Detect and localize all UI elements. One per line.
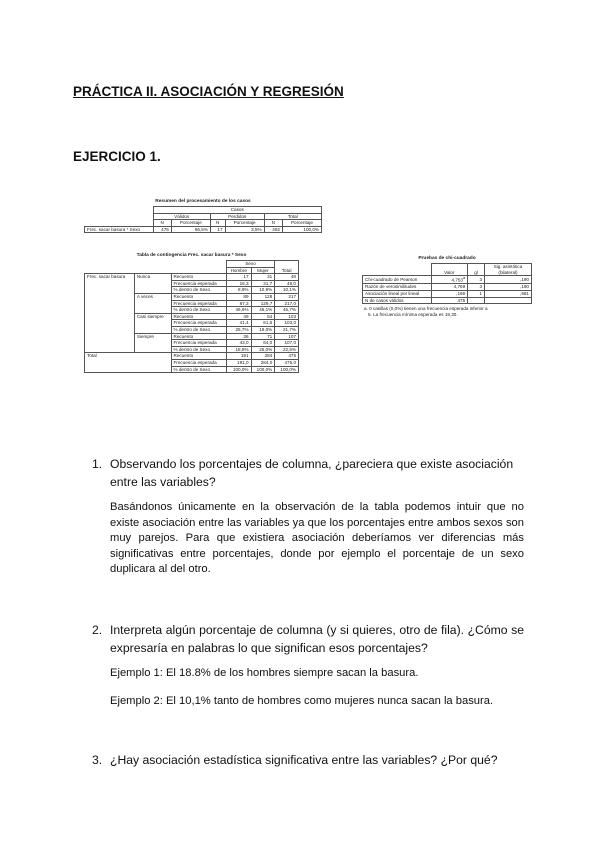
chi-sig-cell: ,681 xyxy=(485,290,532,297)
table-cell: 45,7% xyxy=(275,307,299,314)
category-label: Total xyxy=(85,353,172,373)
stat-label: % dentro de Sexo xyxy=(171,366,226,373)
chi-value-cell xyxy=(431,284,468,291)
table-cell: 61,6 xyxy=(251,320,275,327)
table-cell: 129,7 xyxy=(251,300,275,307)
chi-value: ,169 xyxy=(456,290,466,296)
example-1: Ejemplo 1: El 18.8% de los hombres siempre sacan la basura. xyxy=(110,667,419,679)
question-2 xyxy=(0,621,600,661)
summary-col-header: N xyxy=(264,220,282,227)
table-cell: 41,4 xyxy=(226,320,251,327)
question-number: 3. xyxy=(92,753,103,767)
question-text: Observando los porcentajes de columna, ¿pareciera que existe asociación entre las variables? xyxy=(110,457,514,489)
chi-col-header: gl xyxy=(468,264,485,276)
chi-sig-cell: ,190 xyxy=(485,284,532,291)
summary-cell: 100,0% xyxy=(282,226,321,233)
table-cell: 8,9% xyxy=(226,287,251,294)
contingency-group-header: Sexo xyxy=(226,261,274,268)
summary-cell: 492 xyxy=(264,226,282,233)
summary-subheader: Total xyxy=(264,213,321,220)
stat-label: Recuento xyxy=(171,333,226,340)
exercise-heading: EJERCICIO 1. xyxy=(73,149,161,164)
stat-label: Recuento xyxy=(171,313,226,320)
stat-label: % dentro de Sexo xyxy=(171,287,226,294)
table-cell: 191,0 xyxy=(226,359,251,366)
summary-subheader: Válidos xyxy=(153,213,210,220)
chi-value: 475 xyxy=(457,297,466,303)
table-cell: 18,8% xyxy=(226,346,251,353)
table-cell: 87,3 xyxy=(226,300,251,307)
table-cell: 48 xyxy=(275,274,299,281)
chi-row-label: N de casos válidos xyxy=(363,297,432,304)
stat-label: Frecuencia esperada xyxy=(171,340,226,347)
table-cell: 64,0 xyxy=(251,340,275,347)
row-variable-label: Frec. sacar basura xyxy=(85,274,135,353)
summary-col-header: Porcentaje xyxy=(225,220,264,227)
table-row xyxy=(85,274,299,281)
stat-label: Frecuencia esperada xyxy=(171,300,226,307)
table-cell: 16,3 xyxy=(226,280,251,287)
summary-col-header: Porcentaje xyxy=(171,220,210,227)
contingency-col-header: Total xyxy=(275,261,299,274)
table-row xyxy=(363,290,532,297)
chi-gl-cell: 3 xyxy=(468,284,485,291)
table-cell: 36 xyxy=(226,333,251,340)
summary-cell: 3,5% xyxy=(225,226,264,233)
category-label: Nunca xyxy=(134,274,171,294)
chi-col-header: Valor xyxy=(431,264,468,276)
chi-value: 4,753 xyxy=(451,277,463,283)
table-cell: 21,7% xyxy=(275,326,299,333)
table-cell: 103 xyxy=(275,313,299,320)
question-number: 1. xyxy=(92,457,103,471)
stat-label: % dentro de Sexo xyxy=(171,307,226,314)
category-label: Casi siempre xyxy=(134,313,171,333)
table-cell: 25,7% xyxy=(226,326,251,333)
category-label: Siempre xyxy=(134,333,171,353)
chi-value-cell xyxy=(431,297,468,304)
table-row xyxy=(363,276,532,284)
table-cell: 10,1% xyxy=(275,287,299,294)
table-cell: 475 xyxy=(275,353,299,360)
table-cell: 31,7 xyxy=(251,280,275,287)
chi-value-cell xyxy=(431,290,468,297)
table-cell: 284,0 xyxy=(251,359,275,366)
chi-footnote: 5. La frecuencia mínima esperada es 19,30. xyxy=(368,311,458,317)
stat-label: % dentro de Sexo xyxy=(171,346,226,353)
summary-col-header: N xyxy=(153,220,171,227)
chi-table-caption: Pruebas de chi-cuadrado xyxy=(418,256,476,261)
table-cell: 10,9% xyxy=(251,287,275,294)
question-text: ¿Hay asociación estadística significativa entre las variables? ¿Por qué? xyxy=(110,753,498,767)
summary-col-header: N xyxy=(210,220,225,227)
chi-col-header: Sig. asintótica (bilateral) xyxy=(485,264,532,276)
example-2: Ejemplo 2: El 10,1% tanto de hombres como mujeres nunca sacan la basura. xyxy=(110,695,494,707)
table-cell: 217 xyxy=(275,293,299,300)
chi-gl-cell xyxy=(468,297,485,304)
contingency-table-caption: Tabla de contingencia Frec. sacar basura * Sexo xyxy=(136,253,247,258)
table-cell: 46,6% xyxy=(226,307,251,314)
table-cell: 31 xyxy=(251,274,275,281)
summary-cell: 17 xyxy=(210,226,225,233)
table-cell: 284 xyxy=(251,353,275,360)
table-cell: 100,0% xyxy=(275,366,299,373)
chi-footnote: a. 0 casillas (0,0%) tienen una frecuencia esperada inferior a xyxy=(364,306,488,312)
chi-gl-cell: 1 xyxy=(468,290,485,297)
chi-row-label: Razón de verosimilitudes xyxy=(363,284,432,291)
table-cell: 25,0% xyxy=(251,346,275,353)
table-cell: 475,0 xyxy=(275,359,299,366)
chi-gl-cell: 3 xyxy=(468,276,485,284)
table-cell: 17 xyxy=(226,274,251,281)
contingency-col-header: Hombre xyxy=(226,267,251,274)
table-row xyxy=(85,353,299,360)
chi-value: 4,769 xyxy=(453,284,466,290)
chi-square-table xyxy=(362,256,532,318)
summary-table-caption: Resumen del procesamiento de los casos xyxy=(155,199,251,204)
chi-value-cell xyxy=(431,276,468,284)
chi-sig-cell xyxy=(485,297,532,304)
summary-cell: 475 xyxy=(153,226,171,233)
table-cell: 100,0% xyxy=(226,366,251,373)
table-cell: 71 xyxy=(251,333,275,340)
stat-label: Recuento xyxy=(171,293,226,300)
table-cell: 54 xyxy=(251,313,275,320)
summary-group-header: Casos xyxy=(153,207,322,214)
summary-cell: 96,5% xyxy=(171,226,210,233)
table-cell: 89 xyxy=(226,293,251,300)
stat-label: % dentro de Sexo xyxy=(171,326,226,333)
table-cell: 107 xyxy=(275,333,299,340)
summary-row-label: Frec. sacar basura * Sexo xyxy=(85,226,154,233)
question-text: Interpreta algún porcentaje de columna (y si quieres, otro de fila). ¿Cómo se expresaría en palabras lo que significan esos porcentajes? xyxy=(110,623,524,655)
stat-label: Frecuencia esperada xyxy=(171,359,226,366)
table-cell: 48,0 xyxy=(275,280,299,287)
table-cell: 107,0 xyxy=(275,340,299,347)
table-cell: 43,0 xyxy=(226,340,251,347)
page-title: PRÁCTICA II. ASOCIACIÓN Y REGRESIÓN xyxy=(73,84,344,99)
answer-1: Basándonos únicamente en la observación de la tabla podemos intuir que no existe asociación entre las variables ya que los porcentajes entre ambos sexos son muy parejos. Para que existiera asociación deberíamos ver diferencias más significativas entre porcentajes, donde por ejemplo el porcentaje de un sexo duplicara al del otro. xyxy=(110,501,524,576)
table-cell: 103,0 xyxy=(275,320,299,327)
table-cell: 100,0% xyxy=(251,366,275,373)
summary-subheader: Perdidos xyxy=(210,213,264,220)
table-cell: 19,0% xyxy=(251,326,275,333)
contingency-col-header: Mujer xyxy=(251,267,275,274)
table-cell: 128 xyxy=(251,293,275,300)
table-cell: 191 xyxy=(226,353,251,360)
category-label: A veces xyxy=(134,293,171,313)
question-number: 2. xyxy=(92,623,103,637)
table-cell: 217,0 xyxy=(275,300,299,307)
table-cell: 49 xyxy=(226,313,251,320)
stat-label: Frecuencia esperada xyxy=(171,280,226,287)
stat-label: Recuento xyxy=(171,353,226,360)
table-row xyxy=(363,297,532,304)
table-cell: 22,5% xyxy=(275,346,299,353)
stat-label: Recuento xyxy=(171,274,226,281)
table-row xyxy=(363,284,532,291)
summary-col-header: Porcentaje xyxy=(282,220,321,227)
contingency-table xyxy=(84,253,299,373)
stat-label: Frecuencia esperada xyxy=(171,320,226,327)
chi-row-label: Asociación lineal por lineal xyxy=(363,290,432,297)
question-3 xyxy=(0,751,600,771)
summary-table xyxy=(84,199,322,233)
question-1 xyxy=(0,455,600,495)
chi-sig-cell: ,190 xyxy=(485,276,532,284)
table-cell: 45,1% xyxy=(251,307,275,314)
chi-row-label: Chi-cuadrado de Pearson xyxy=(363,276,432,284)
chi-footnote-marker: a xyxy=(462,276,466,281)
